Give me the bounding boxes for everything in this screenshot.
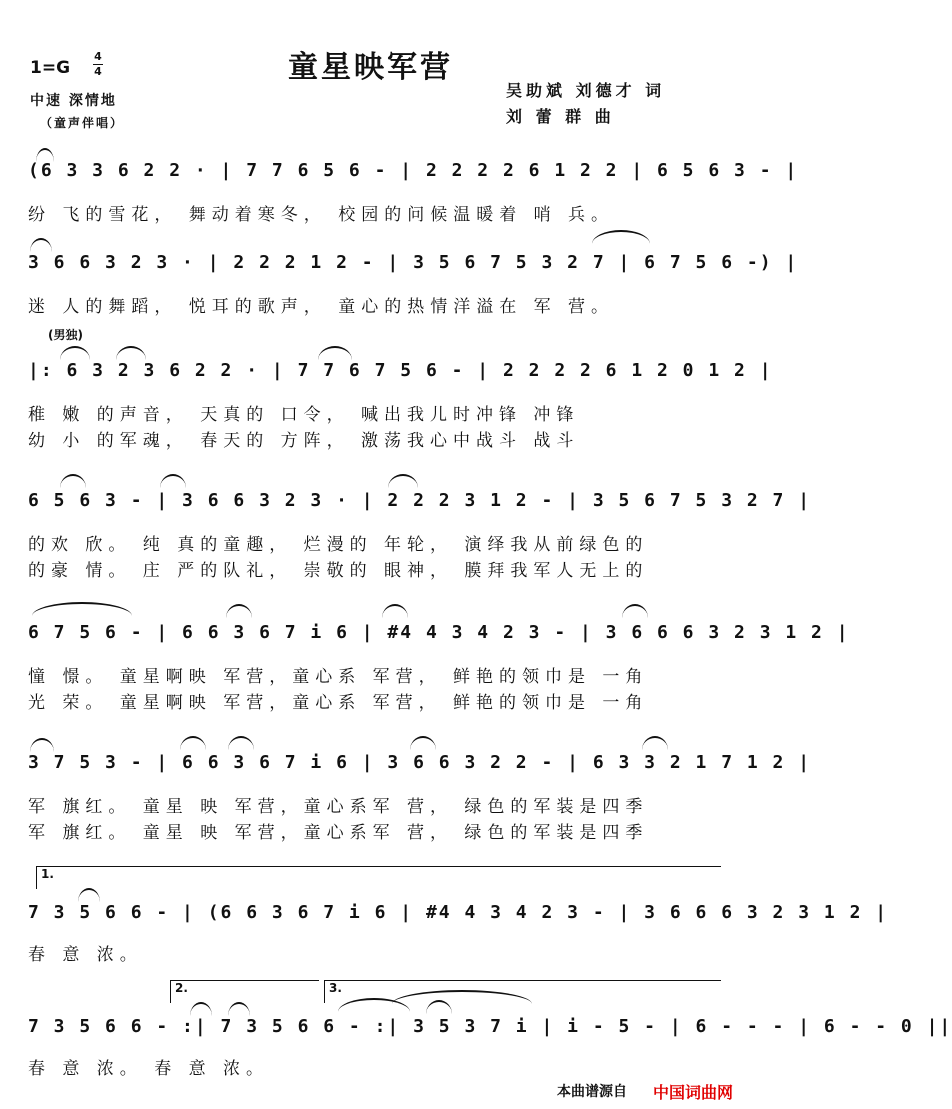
solo-label: (男独)	[48, 328, 83, 342]
lyric-row-8: 春 意 浓。 春 意 浓。	[28, 1059, 270, 1079]
slur	[30, 238, 52, 252]
slur	[226, 604, 252, 618]
slur	[388, 474, 418, 488]
slur	[318, 346, 352, 360]
tempo-marking: 中速 深情地	[30, 93, 117, 109]
accompaniment-note: （童声伴唱）	[40, 116, 125, 130]
slur	[592, 230, 650, 244]
notation-row-8: 7 3 5 6 6 - :| 7 3 5 6 6 - :| 3 5 3 7 i | i - 5 - | 6 - - - | 6 - - 0 ||	[28, 1016, 952, 1037]
slur	[78, 888, 100, 902]
slur	[228, 736, 254, 750]
slur	[410, 736, 436, 750]
slur	[160, 474, 186, 488]
notation-row-5: 6 7 5 6 - | 6 6 3 6 7 i 6 | #4 4 3 4 2 3 - | 3 6 6 6 3 2 3 1 2 |	[28, 622, 850, 643]
lyricist-credit: 吴助斌 刘德才 词	[506, 81, 666, 100]
lyric-row-5b: 光 荣。 童星啊映 军营，童心系 军营， 鲜艳的领巾是 一角	[28, 693, 649, 713]
notation-row-7: 7 3 5 6 6 - | (6 6 3 6 7 i 6 | #4 4 3 4 2 3 - | 3 6 6 6 3 2 3 1 2 |	[28, 902, 889, 923]
lyric-row-4a: 的欢 欣。 纯 真的童趣， 烂漫的 年轮， 演绎我从前绿色的	[28, 535, 649, 555]
meter-bottom: 4	[94, 65, 102, 78]
notation-row-1: (6 3 3 6 2 2 · | 7 7 6 5 6 - | 2 2 2 2 6 1 2 2 | 6 5 6 3 - |	[28, 160, 799, 181]
volta-3: 3.	[324, 980, 721, 1003]
notation-row-6: 3 7 5 3 - | 6 6 3 6 7 i 6 | 3 6 6 3 2 2 - | 6 3 3 2 1 7 1 2 |	[28, 752, 812, 773]
notation-row-4: 6 5 6 3 - | 3 6 6 3 2 3 · | 2 2 2 3 1 2 - | 3 5 6 7 5 3 2 7 |	[28, 490, 812, 511]
lyric-row-5a: 憧 憬。 童星啊映 军营，童心系 军营， 鲜艳的领巾是 一角	[28, 667, 649, 687]
song-title: 童星映军营	[288, 50, 453, 85]
footer-site-link[interactable]: 中国词曲网	[652, 1083, 733, 1102]
slur	[36, 148, 54, 162]
slur	[228, 1002, 250, 1016]
notation-row-2: 3 6 6 3 2 3 · | 2 2 2 1 2 - | 3 5 6 7 5 3 2 7 | 6 7 5 6 -) |	[28, 252, 799, 273]
slur	[116, 346, 146, 360]
slur	[60, 346, 90, 360]
lyric-row-6a: 军 旗红。 童星 映 军营，童心系军 营， 绿色的军装是四季	[28, 797, 649, 817]
slur	[382, 604, 408, 618]
slur	[180, 736, 206, 750]
slur	[642, 736, 668, 750]
volta-1: 1.	[36, 866, 721, 889]
volta-2: 2.	[170, 980, 319, 1003]
meter-top: 4	[94, 50, 102, 63]
lyric-row-4b: 的豪 情。 庄 严的队礼， 崇敬的 眼神， 膜拜我军人无上的	[28, 561, 649, 581]
lyric-row-1: 纷 飞的雪花， 舞动着寒冬， 校园的问候温暖着 哨 兵。	[28, 205, 615, 225]
slur	[622, 604, 648, 618]
key-signature: 1=G	[30, 58, 71, 78]
time-signature	[92, 50, 104, 79]
slur	[30, 738, 54, 752]
slur	[190, 1002, 212, 1016]
lyric-row-6b: 军 旗红。 童星 映 军营，童心系军 营， 绿色的军装是四季	[28, 823, 649, 843]
notation-row-3: |: 6 3 2 3 6 2 2 · | 7 7 6 7 5 6 - | 2 2 2 2 6 1 2 0 1 2 |	[28, 360, 773, 381]
lyric-row-2: 迷 人的舞蹈， 悦耳的歌声， 童心的热情洋溢在 军 营。	[28, 297, 615, 317]
footer-source-text: 本曲谱源自	[557, 1084, 627, 1100]
slur	[32, 602, 132, 616]
lyric-row-7: 春 意 浓。	[28, 945, 143, 965]
lyric-row-3a: 稚 嫩 的声音， 天真的 口令， 喊出我儿时冲锋 冲锋	[28, 405, 580, 425]
composer-credit: 刘 蕾 群 曲	[506, 107, 615, 126]
lyric-row-3b: 幼 小 的军魂， 春天的 方阵， 激荡我心中战斗 战斗	[28, 431, 580, 451]
slur	[60, 474, 86, 488]
